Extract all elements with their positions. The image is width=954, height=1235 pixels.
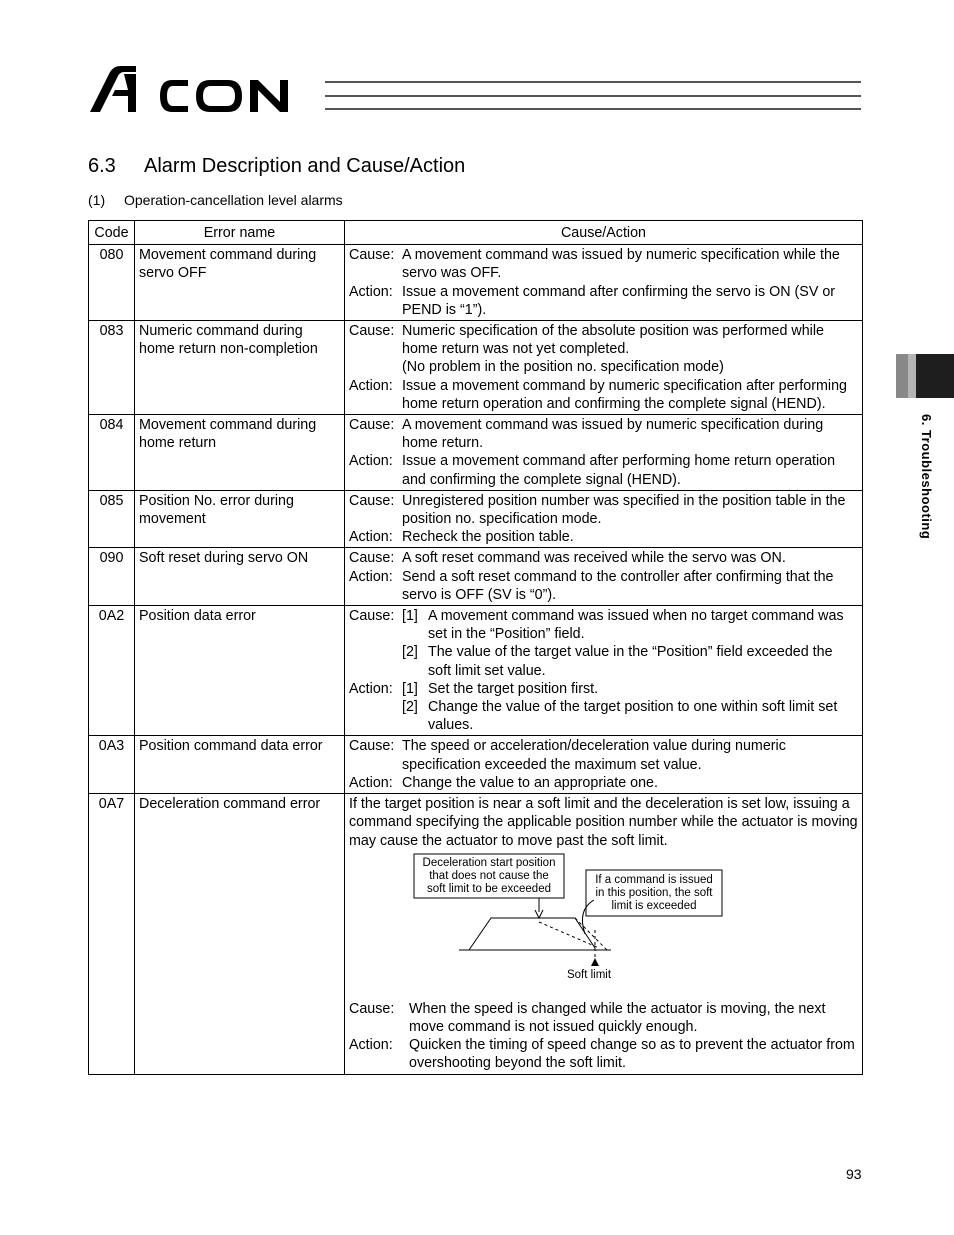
cause-action-cell (345, 606, 863, 736)
error-name: Movement command during home return (135, 415, 345, 491)
alarm-code: 083 (89, 321, 135, 415)
alarm-code: 0A3 (89, 736, 135, 794)
table-row (89, 490, 863, 548)
action-text: Issue a movement command after confirming the servo is ON (SV or PEND is “1”). (402, 283, 836, 318)
table-row (89, 736, 863, 794)
action-label: Action: (349, 453, 393, 470)
table-row (89, 415, 863, 491)
cause-label: Cause: (349, 323, 395, 340)
alarm-code: 090 (89, 548, 135, 606)
header-rule-top (325, 81, 861, 83)
cause-label: Cause: (349, 492, 395, 509)
header-rule-bottom (325, 108, 861, 110)
cause-item-text: A movement command was issued when no target command was set in the “Position” field. (428, 608, 844, 643)
action-text: Quicken the timing of speed change so as to prevent the actuator from overshooting beyond the soft limit. (409, 1037, 855, 1072)
box2-line: in this position, the soft (595, 886, 713, 899)
section-number: 6.3 (88, 155, 116, 177)
cause-label: Cause: (349, 608, 395, 625)
action-label: Action: (349, 529, 393, 546)
action-text: Recheck the position table. (402, 529, 574, 546)
table-row (89, 606, 863, 736)
dashed-profile-1 (539, 922, 599, 948)
cause-text: Numeric specification of the absolute position was performed while home return was not yet completed. (402, 323, 824, 358)
cause-label: Cause: (349, 1000, 395, 1017)
cause-action-cell (345, 794, 863, 1074)
subsection-title (88, 192, 343, 208)
error-name: Numeric command during home return non-completion (135, 321, 345, 415)
cause-item-text: The value of the target value in the “Position” field exceeded the soft limit set value. (428, 644, 833, 679)
action-label: Action: (349, 1037, 393, 1054)
velocity-profile (469, 918, 595, 950)
error-name: Movement command during servo OFF (135, 245, 345, 321)
error-name: Position command data error (135, 736, 345, 794)
action-label: Action: (349, 774, 393, 791)
cause-action-cell (345, 736, 863, 794)
alarm-code: 085 (89, 490, 135, 548)
section-title-text: Alarm Description and Cause/Action (144, 155, 466, 177)
action-text: Issue a movement command after performing home return operation and confirming the complete signal (HEND). (402, 453, 836, 488)
subsection-index: (1) (88, 192, 106, 208)
cause-note: (No problem in the position no. specification mode) (402, 359, 724, 376)
header-error-name: Error name (135, 221, 345, 245)
page-number: 93 (846, 1166, 862, 1182)
action-text: Issue a movement command by numeric specification after performing home return operation and confirming the complete signal (HEND). (402, 377, 847, 412)
soft-limit-marker (591, 958, 599, 966)
table-header-row (89, 221, 863, 245)
soft-limit-diagram (349, 852, 859, 994)
action-item-number: [2] (402, 699, 418, 716)
cause-item-number: [2] (402, 644, 418, 661)
alarm-code: 084 (89, 415, 135, 491)
alarm-code: 0A2 (89, 606, 135, 736)
action-label: Action: (349, 680, 393, 697)
action-label: Action: (349, 283, 393, 300)
soft-limit-label: Soft limit (566, 968, 612, 981)
cause-action-cell (345, 321, 863, 415)
cause-action-cell (345, 548, 863, 606)
cause-text: Unregistered position number was specified in the position table in the position no. specification mode. (402, 492, 846, 528)
header-rule-middle (325, 95, 861, 97)
box1-line: that does not cause the (429, 869, 549, 882)
table-row (89, 794, 863, 1074)
intro-text: If the target position is near a soft limit and the deceleration is set low, issuing a command specifying the applicable position number while the actuator is moving may cause the actuator to move past the soft limit. (349, 796, 858, 849)
cause-label: Cause: (349, 738, 395, 755)
action-label: Action: (349, 568, 393, 585)
table-row (89, 548, 863, 606)
acon-logo (88, 66, 328, 114)
section-title (88, 155, 465, 178)
action-item-text: Set the target position first. (428, 680, 599, 697)
cause-text: A soft reset command was received while the servo was ON. (402, 550, 786, 567)
cause-action-cell (345, 490, 863, 548)
cause-item-number: [1] (402, 608, 418, 625)
cause-label: Cause: (349, 247, 395, 264)
action-item-number: [1] (402, 680, 418, 697)
header-code: Code (89, 221, 135, 245)
cause-label: Cause: (349, 417, 395, 434)
error-name: Position No. error during movement (135, 490, 345, 548)
cause-text: A movement command was issued by numeric specification while the servo was OFF. (402, 247, 840, 282)
alarm-code: 080 (89, 245, 135, 321)
subsection-title-text: Operation-cancellation level alarms (124, 192, 343, 208)
side-tab-dark (916, 354, 954, 398)
alarm-code: 0A7 (89, 794, 135, 1074)
chapter-side-label: 6. Troubleshooting (919, 414, 934, 540)
box2-line: If a command is issued (595, 873, 713, 886)
cause-action-cell (345, 415, 863, 491)
cause-label: Cause: (349, 550, 395, 567)
error-name: Position data error (135, 606, 345, 736)
table-row (89, 321, 863, 415)
box1-line: soft limit to be exceeded (426, 882, 552, 895)
box1-line: Deceleration start position (422, 856, 556, 869)
cause-text: A movement command was issued by numeric specification during home return. (402, 417, 824, 452)
action-item-text: Change the value of the target position to one within soft limit set values. (428, 699, 838, 734)
error-name: Deceleration command error (135, 794, 345, 1074)
cause-action-cell (345, 245, 863, 321)
header-cause-action: Cause/Action (345, 221, 863, 245)
dashed-profile-2 (575, 918, 609, 952)
cause-text: The speed or acceleration/deceleration value during numeric specification exceeded the maximum set value. (402, 738, 786, 773)
error-name: Soft reset during servo ON (135, 548, 345, 606)
alarm-table (88, 220, 863, 1075)
action-label: Action: (349, 377, 393, 394)
cause-text: When the speed is changed while the actuator is moving, the next move command is not issued quickly enough. (409, 1000, 826, 1035)
action-text: Send a soft reset command to the controller after confirming that the servo is OFF (SV is “0”). (402, 568, 834, 603)
table-row (89, 245, 863, 321)
action-text: Change the value to an appropriate one. (402, 774, 658, 791)
box2-line: limit is exceeded (611, 899, 697, 912)
